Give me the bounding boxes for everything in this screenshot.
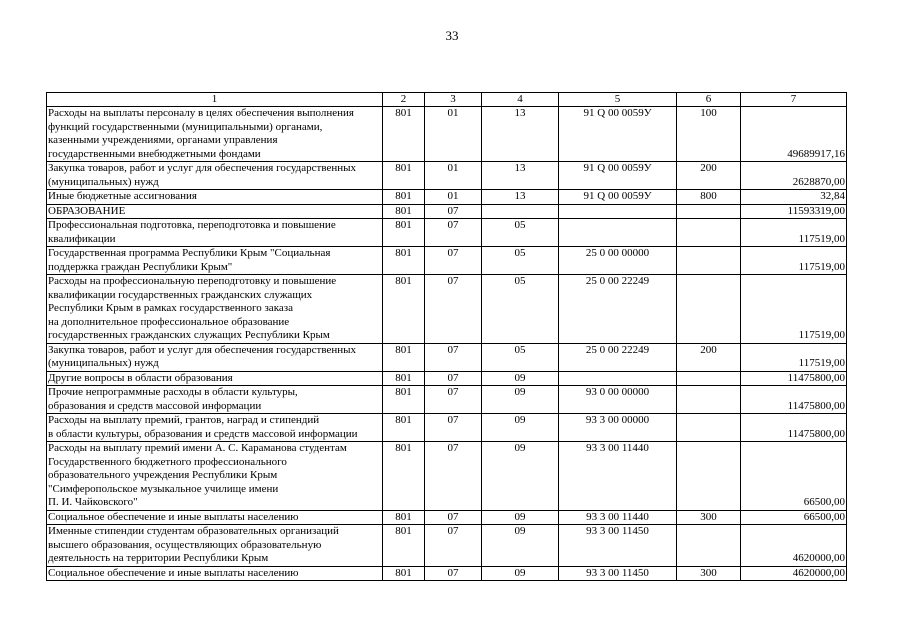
row-ved-code: 801 [383,219,425,247]
row-name: Социальное обеспечение и иные выплаты населению [47,566,383,581]
row-section-code: 07 [425,204,482,219]
row-expense-type: 300 [677,566,741,581]
table-row [47,204,847,219]
table-row [47,190,847,205]
row-expense-type [677,219,741,247]
row-expense-type [677,442,741,511]
row-target-article [559,204,677,219]
table-row [47,371,847,386]
row-section-code: 07 [425,525,482,567]
row-subsection-code: 05 [482,219,559,247]
column-header: 2 [383,93,425,107]
row-expense-type: 300 [677,510,741,525]
table-row [47,107,847,162]
row-subsection-code: 05 [482,247,559,275]
row-name: Расходы на выплату премий, грантов, наград и стипендий в области культуры, образования и средств массовой информации [47,414,383,442]
row-section-code: 01 [425,190,482,205]
row-subsection-code: 09 [482,371,559,386]
row-subsection-code [482,204,559,219]
budget-table [46,92,847,581]
row-ved-code: 801 [383,525,425,567]
row-subsection-code: 13 [482,162,559,190]
table-row [47,247,847,275]
table-row [47,414,847,442]
row-target-article [559,371,677,386]
row-ved-code: 801 [383,386,425,414]
row-target-article: 93 0 00 00000 [559,386,677,414]
row-amount: 32,84 [741,190,847,205]
row-expense-type [677,247,741,275]
row-ved-code: 801 [383,343,425,371]
row-subsection-code: 13 [482,190,559,205]
row-amount: 11475800,00 [741,371,847,386]
row-target-article: 91 Q 00 0059У [559,162,677,190]
row-name: Другие вопросы в области образования [47,371,383,386]
row-name: Иные бюджетные ассигнования [47,190,383,205]
column-header: 5 [559,93,677,107]
row-amount: 11593319,00 [741,204,847,219]
row-ved-code: 801 [383,107,425,162]
row-name: Закупка товаров, работ и услуг для обеспечения государственных (муниципальных) нужд [47,343,383,371]
row-ved-code: 801 [383,275,425,344]
table-row [47,442,847,511]
row-expense-type [677,414,741,442]
row-section-code: 01 [425,162,482,190]
row-target-article: 93 3 00 11440 [559,510,677,525]
row-expense-type [677,371,741,386]
row-subsection-code: 09 [482,525,559,567]
row-section-code: 07 [425,414,482,442]
row-section-code: 07 [425,275,482,344]
row-amount: 117519,00 [741,343,847,371]
row-ved-code: 801 [383,566,425,581]
row-ved-code: 801 [383,162,425,190]
table-row [47,525,847,567]
row-amount: 49689917,16 [741,107,847,162]
column-header: 1 [47,93,383,107]
table-row [47,219,847,247]
row-amount: 117519,00 [741,247,847,275]
row-target-article [559,219,677,247]
row-section-code: 07 [425,343,482,371]
row-name: Расходы на профессиональную переподготовку и повышение квалификации государственных гражданских служащих Республики Крым в рамках государственного заказа на дополнительное профессиональное образование государственных гражданских служащих Республики Крым [47,275,383,344]
row-subsection-code: 09 [482,566,559,581]
row-section-code: 07 [425,371,482,386]
row-target-article: 25 0 00 22249 [559,343,677,371]
row-name: Государственная программа Республики Крым "Социальная поддержка граждан Республики Крым" [47,247,383,275]
row-ved-code: 801 [383,414,425,442]
row-section-code: 07 [425,247,482,275]
row-section-code: 01 [425,107,482,162]
row-target-article: 25 0 00 22249 [559,275,677,344]
row-section-code: 07 [425,442,482,511]
row-expense-type: 200 [677,343,741,371]
row-ved-code: 801 [383,510,425,525]
row-expense-type [677,275,741,344]
row-ved-code: 801 [383,204,425,219]
table-row [47,386,847,414]
table-body [47,93,847,581]
row-name: Профессиональная подготовка, переподготовка и повышение квалификации [47,219,383,247]
row-expense-type: 200 [677,162,741,190]
row-amount: 11475800,00 [741,386,847,414]
row-ved-code: 801 [383,247,425,275]
row-expense-type [677,386,741,414]
row-target-article: 93 3 00 11450 [559,566,677,581]
row-amount: 66500,00 [741,442,847,511]
table-row [47,343,847,371]
row-amount: 117519,00 [741,219,847,247]
row-subsection-code: 09 [482,442,559,511]
table-row [47,510,847,525]
row-section-code: 07 [425,510,482,525]
row-amount: 117519,00 [741,275,847,344]
table-row [47,162,847,190]
table-row [47,566,847,581]
row-section-code: 07 [425,219,482,247]
row-name: Именные стипендии студентам образовательных организаций высшего образования, осуществляющих образовательную деятельность на территории Республики Крым [47,525,383,567]
row-subsection-code: 09 [482,510,559,525]
row-subsection-code: 05 [482,275,559,344]
row-ved-code: 801 [383,371,425,386]
row-target-article: 93 3 00 11450 [559,525,677,567]
table-header-row [47,93,847,107]
row-amount: 66500,00 [741,510,847,525]
row-target-article: 93 3 00 11440 [559,442,677,511]
table-row [47,275,847,344]
column-header: 7 [741,93,847,107]
column-header: 6 [677,93,741,107]
page-number: 33 [445,28,459,43]
row-subsection-code: 05 [482,343,559,371]
row-name: Расходы на выплату премий имени А. С. Караманова студентам Государственного бюджетного профессионального образовательного учреждения Республики Крым "Симферопольское музыкальное училище имени П. И. Чайковского" [47,442,383,511]
row-name: Социальное обеспечение и иные выплаты населению [47,510,383,525]
row-expense-type: 100 [677,107,741,162]
row-amount: 4620000,00 [741,566,847,581]
row-expense-type [677,525,741,567]
row-amount: 11475800,00 [741,414,847,442]
row-expense-type: 800 [677,190,741,205]
row-ved-code: 801 [383,190,425,205]
row-name: ОБРАЗОВАНИЕ [47,204,383,219]
row-subsection-code: 13 [482,107,559,162]
column-header: 3 [425,93,482,107]
row-section-code: 07 [425,566,482,581]
row-subsection-code: 09 [482,386,559,414]
row-target-article: 91 Q 00 0059У [559,190,677,205]
row-section-code: 07 [425,386,482,414]
row-expense-type [677,204,741,219]
row-name: Прочие непрограммные расходы в области культуры, образования и средств массовой информации [47,386,383,414]
row-name: Закупка товаров, работ и услуг для обеспечения государственных (муниципальных) нужд [47,162,383,190]
row-target-article: 93 3 00 00000 [559,414,677,442]
row-amount: 4620000,00 [741,525,847,567]
row-ved-code: 801 [383,442,425,511]
row-subsection-code: 09 [482,414,559,442]
row-target-article: 91 Q 00 0059У [559,107,677,162]
row-name: Расходы на выплаты персоналу в целях обеспечения выполнения функций государственными (муниципальными) органами, казенными учреждениями, органами управления государственными внебюджетными фондами [47,107,383,162]
column-header: 4 [482,93,559,107]
row-target-article: 25 0 00 00000 [559,247,677,275]
row-amount: 2628870,00 [741,162,847,190]
